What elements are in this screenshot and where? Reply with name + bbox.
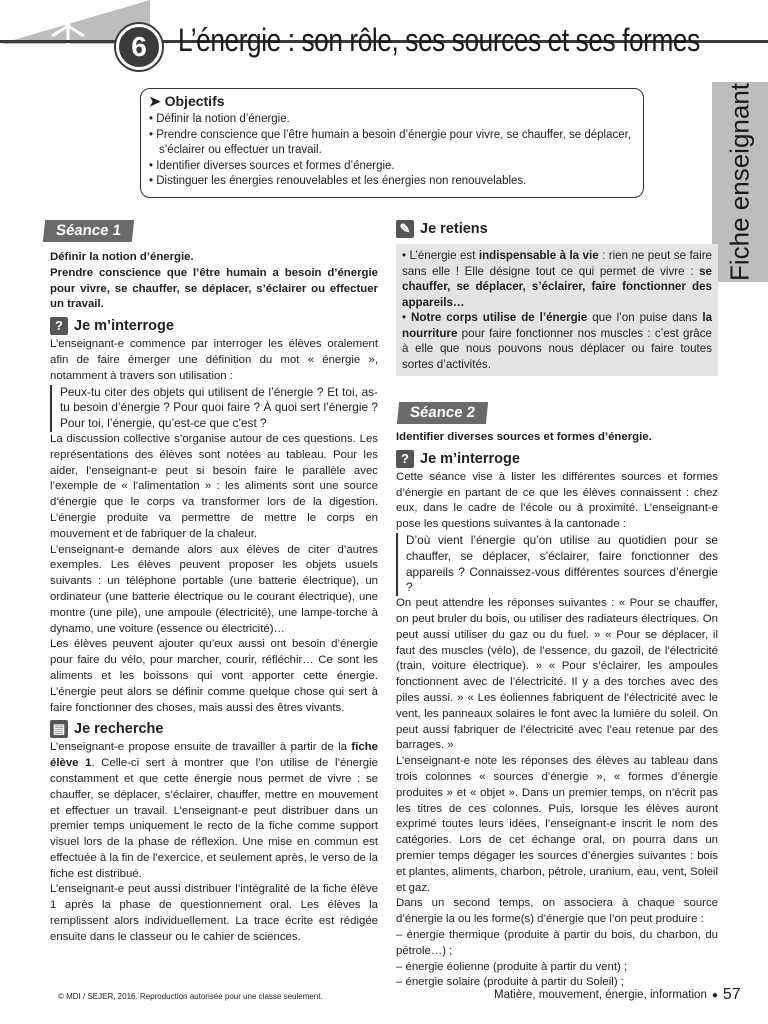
objectives-box	[140, 88, 644, 198]
objective-item: • Prendre conscience que l’être humain a besoin d’énergie pour vivre, se chauffer, se déplacer, s’éclairer ou effectuer un travail.	[149, 128, 631, 156]
paragraph: L’enseignant-e note les réponses des élèves au tableau dans trois colonnes « sources d’énergie », « formes d’énergie produites » et « objet ». Dans un premier temps, on n’écrit pas les titres de ces colonnes. Puis, lorsque les élèves auront exprimé toutes leurs idées, l’enseignant-e inscrit le nom des catégories. Lors de cet échange oral, on pourra dans un premier temps dégager les sources d’énergies suivantes : bois et plantes, aliments, charbon, pétrole, uranium, eau, vent, Soleil et gaz.	[396, 755, 718, 894]
retiens-heading: ✎ Je retiens	[396, 220, 718, 238]
list-item: – énergie éolienne (produite à partir du vent) ;	[396, 960, 628, 973]
question-quote: D’où vient l’énergie qu’on utilise au quotidien pour se chauffer, se déplacer, s’éclairer, faire fonctionner des appareils ? Connaissez-vous différentes sources d’énergie ?	[396, 533, 718, 596]
page-number: 57	[722, 986, 741, 1003]
recherche-heading: ▤ Je recherche	[50, 720, 378, 738]
page-title: L’énergie : son rôle, ses sources et ses formes	[178, 22, 700, 58]
question-quote: Peux-tu citer des objets qui utilisent de l’énergie ? Et toi, as-tu besoin d’énergie ? Pour quoi faire ? À quoi sert l’énergie ? Pour toi, l’énergie, qu’est-ce que c’est ?	[50, 385, 378, 432]
objective-item: • Identifier diverses sources et formes d’énergie.	[149, 159, 395, 172]
objectives-list	[141, 112, 643, 190]
interroge-heading-2: ? Je m’interroge	[396, 450, 718, 468]
objectives-heading: ➤ Objectifs	[149, 93, 225, 109]
paragraph: Les élèves peuvent ajouter qu’eux aussi ont besoin d’énergie pour faire du vélo, pour marcher, courir, réfléchir… Ce sont les aliments et les boissons qui vont apporter cette énergie. L’énergie peut alors se définir comme quelque chose qui sert à faire fonctionner des choses, mais aussi des êtres vivants.	[50, 638, 378, 714]
paragraph: L’enseignant-e demande alors aux élèves de citer d’autres exemples. Les élèves peuvent proposer les objets usuels suivants : un téléphone portable (une batterie électrique), un ordinateur (une batterie électrique ou le courant électrique), une montre (une pile), une ampoule (électricité), une lampe-torche à dynamo, une voiture (essence ou électricité)…	[50, 543, 378, 635]
side-tab-label: Fiche enseignant	[724, 82, 755, 282]
paragraph: La discussion collective s’organise autour de ces questions. Les représentations des élèves sont notées au tableau. Pour les aider, l’enseignant-e peut si besoin faire le parallèle avec l’exemple de « l’alimentation » : les aliments sont une source d’énergie que le corps va transformer lors de la digestion. L’énergie produite va permettre de mettre le corps en mouvement et de fabriquer de la chaleur.	[50, 432, 378, 540]
paragraph: Cette séance vise à lister les différentes sources et formes d’énergie en partant de ce que les élèves connaissent : chez eux, dans le cadre de l’école ou à proximité. L’enseignant-e pose les questions suivantes à la cantonade :	[396, 470, 718, 531]
paragraph: On peut attendre les réponses suivantes : « Pour se chauffer, on peut bruler du bois, ou utiliser des radiateurs électriques. On peut aussi utiliser du gaz ou du fuel. » « Pour se déplacer, il faut des muscles (vélo), de l’essence, du gazoil, de l’électricité (train, voiture électrique). » « Pour s’éclairer, les ampoules fonctionnent avec de l’électricité. Il y a des torches avec des piles aussi. » « Les éoliennes fabriquent de l’électricité avec le vent, les panneaux solaires le font avec la lumière du soleil. On peut aussi fabriquer de l’électricité avec l’eau retenue par des barrages. »	[396, 597, 718, 752]
question-icon: ?	[50, 317, 68, 335]
bullet-dot: ●	[711, 989, 718, 1001]
seance-1-objectives: Définir la notion d’énergie. Prendre conscience que l’être humain a besoin d’énergie pour vivre, se chauffer, se déplacer, s’éclairer ou effectuer un travail.	[50, 251, 378, 311]
seance-1-badge: Séance 1	[44, 220, 133, 242]
question-icon: ?	[396, 450, 414, 468]
list-item: – énergie solaire (produite à partir du Soleil) ;	[396, 976, 624, 989]
retiens-item: • Notre corps utilise de l’énergie que l’on puise dans la nourriture pour faire fonctionner nos muscles : c’est grâce à elle que nous pouvons nous déplacer ou faire toutes sortes d’activités.	[402, 311, 713, 371]
chapter-number: 6	[116, 24, 162, 70]
seance-2-badge: Séance 2	[398, 402, 487, 424]
list-item: – énergie thermique (produite à partir du bois, du charbon, du pétrole…) ;	[396, 928, 718, 957]
page-footer	[494, 986, 741, 1004]
interroge-heading-1: ? Je m’interroge	[50, 317, 378, 335]
copyright: © MDI / SEJER, 2016. Reproduction autorisée pour une classe seulement.	[58, 992, 323, 1001]
right-column	[396, 220, 718, 991]
left-column	[50, 220, 378, 946]
pencil-icon: ✎	[396, 220, 414, 238]
side-tab	[712, 82, 768, 282]
book-icon: ▤	[50, 720, 68, 738]
objective-item: • Définir la notion d’énergie.	[149, 113, 290, 125]
paragraph: L’enseignant-e propose ensuite de travailler à partir de la fiche élève 1. Celle-ci sert à montrer que l’on utilise de l’énergie constamment et que cette énergie nous permet de vivre : se chauffer, se déplacer, s’éclairer, chauffer, mettre en mouvement et effectuer un travail. L’enseignant-e peut distribuer dans un premier temps uniquement le recto de la fiche comme support visuel lors de la phase de réflexion. Une mise en commun est effectuée à la fin de l’exercice, et seulement après, le verso de la fiche est distribué.	[50, 741, 378, 880]
paragraph: L’enseignant-e commence par interroger les élèves oralement afin de faire émerger une définition du mot « énergie », notamment à travers son utilisation :	[50, 338, 378, 382]
seance-2-objectives: Identifier diverses sources et formes d’énergie.	[396, 431, 652, 443]
paragraph: Dans un second temps, on associera à chaque source d’énergie la ou les forme(s) d’énergie que l’on peut produire :	[396, 897, 718, 926]
objective-item: • Distinguer les énergies renouvelables et les énergies non renouvelables.	[149, 175, 527, 187]
retiens-item: • L’énergie est indispensable à la vie : rien ne peut se faire sans elle ! Elle désigne tout ce qui permet de vivre : se chauffer, se déplacer, s’éclairer, faire fonctionner des appareils…	[402, 249, 713, 309]
paragraph: L’enseignant-e peut aussi distribuer l’intégralité de la fiche élève 1 après la phase de questionnement oral. Les élèves la remplissent alors individuellement. La trace écrite est rédigée ensuite dans le classeur ou le cahier de sciences.	[50, 883, 378, 943]
running-title: Matière, mouvement, énergie, information	[494, 989, 707, 1001]
retiens-box	[396, 244, 718, 376]
